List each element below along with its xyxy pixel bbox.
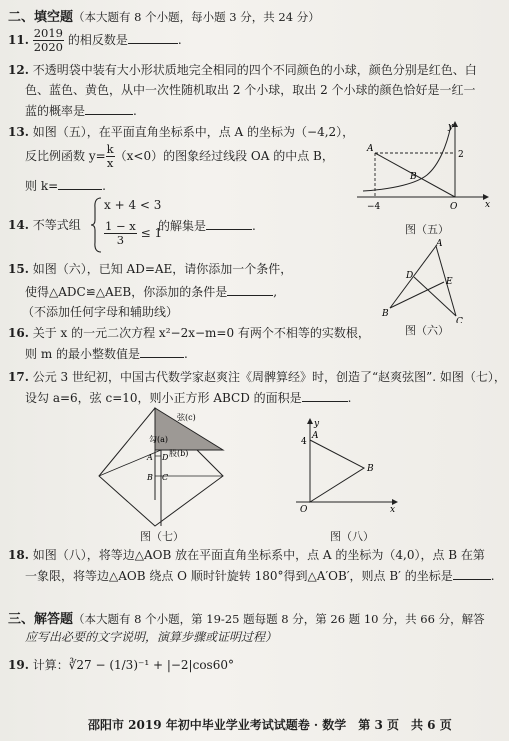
question-12-line-3: 蓝的概率是 . [25, 104, 137, 118]
question-17-line-2: 设勾 a=6，弦 c=10，则小正方形 ABCD 的面积是 . [25, 391, 352, 405]
question-15 [8, 262, 292, 276]
y-axis-arrow [307, 418, 313, 424]
section-note: （本大题有 8 个小题，第 19-25 题每题 8 分，第 26 题 10 分，共 66 分，解答 [73, 612, 485, 626]
section-title: 二、填空题 [8, 10, 74, 25]
question-number: 15. [8, 262, 29, 276]
segment-BE [390, 282, 444, 308]
question-text: 则 m 的最小整数值是 [25, 347, 141, 361]
question-15-line-2: 使得△ADC≌△AEB，你添加的条件是 , [25, 285, 278, 299]
question-number: 13. [8, 125, 29, 139]
question-19 [8, 658, 234, 672]
question-line: 如图（六），已知 AD=AE，请你添加一个条件， [32, 262, 293, 276]
question-16 [8, 326, 370, 340]
fraction [104, 220, 137, 247]
label-B: B [367, 464, 374, 474]
label-D: D [162, 453, 169, 462]
fraction-denominator: 2020 [33, 40, 63, 54]
label-A: A [367, 144, 374, 154]
fraction [106, 143, 115, 170]
question-text: 则 k= [25, 179, 59, 193]
tick-4: 4 [301, 437, 307, 447]
figure-8-caption: 图（八） [330, 530, 374, 543]
section-note-2: 应写出必要的文字说明，演算步骤或证明过程） [25, 630, 278, 644]
answer-blank[interactable] [302, 390, 348, 402]
fraction-numerator: 1 − x [105, 219, 136, 233]
figure-6 [380, 238, 470, 323]
question-14 [8, 218, 81, 232]
question-line: 如图（五），在平面直角坐标系中，点 A 的坐标为（−4,2）， [32, 125, 355, 139]
question-13 [8, 125, 354, 139]
label-gu: 股(b) [169, 449, 189, 458]
figure-7 [95, 404, 230, 529]
inequality-rest: ≤ 1 [140, 226, 163, 240]
label-xian: 弦(c) [177, 413, 196, 422]
section-heading [8, 608, 485, 627]
label-gou: 勾(a) [149, 435, 169, 444]
question-number: 16. [8, 326, 29, 340]
answer-blank[interactable] [140, 346, 184, 358]
question-number: 11. [8, 33, 29, 47]
label-A: A [436, 239, 443, 249]
figure-5 [355, 117, 495, 217]
question-text: 不等式组 [32, 218, 81, 232]
label-E: E [446, 277, 453, 287]
question-18 [8, 548, 485, 562]
question-text: 一象限，将等边△AOB 绕点 O 顺时针旋转 180°得到△A′OB′，则点 B′ 的坐标是 [25, 569, 453, 583]
label-C: C [162, 473, 169, 482]
label-O: O [300, 505, 308, 515]
figure-5-caption: 图（五） [405, 223, 449, 236]
question-line: 关于 x 的一元二次方程 x²−2x−m=0 有两个不相等的实数根， [32, 326, 370, 340]
question-number: 17. [8, 370, 29, 384]
fraction-denominator: 3 [116, 233, 125, 247]
page-footer: 邵阳市 2019 年初中毕业学业考试试题卷 · 数学 第 3 页 共 6 页 [88, 718, 452, 732]
section-title: 三、解答题 [8, 612, 74, 627]
question-text: 反比例函数 y= [25, 149, 106, 163]
tick-minus-4: −4 [367, 202, 381, 212]
question-11: 11. $\frac{2019}{2020}$ 的相反数是 . [8, 26, 182, 54]
answer-blank[interactable] [58, 178, 102, 190]
label-B: B [382, 309, 389, 319]
figure-7-caption: 图（七） [140, 530, 184, 543]
label-D: D [406, 271, 414, 281]
label-y: y [448, 122, 454, 132]
answer-blank[interactable] [453, 568, 491, 580]
answer-blank[interactable] [85, 103, 133, 115]
answer-blank[interactable] [227, 284, 273, 296]
question-14-suffix: 的解集是 . [158, 219, 256, 233]
figure-6-caption: 图（六） [405, 324, 449, 337]
system-brace [89, 196, 103, 254]
fraction [33, 27, 64, 54]
question-13-line-3: 则 k= . [25, 179, 106, 193]
question-text: 计算：∛27 − (1/3)⁻¹ + |−2|cos60° [32, 658, 234, 672]
section-note: （本大题有 8 个小题，每小题 3 分，共 24 分） [73, 10, 320, 24]
question-text: 的解集是 [158, 219, 207, 233]
fraction-numerator: 2019 [33, 26, 63, 40]
fraction-denominator: x [106, 156, 114, 170]
answer-blank[interactable] [128, 32, 178, 44]
tick-2: 2 [458, 150, 464, 160]
question-text: 使得△ADC≌△AEB，你添加的条件是 [25, 285, 228, 299]
label-O: O [450, 202, 458, 212]
label-A: A [147, 453, 153, 462]
inequality-1: x + 4 < 3 [104, 198, 162, 212]
question-number: 14. [8, 218, 29, 232]
figure-8 [290, 416, 400, 516]
label-x: x [485, 200, 491, 210]
question-17 [8, 370, 506, 384]
question-16-line-2: 则 m 的最小整数值是 . [25, 347, 188, 361]
question-line: 公元 3 世纪初，中国古代数学家赵爽注《周髀算经》时，创造了“赵爽弦图”. 如图（七）， [32, 370, 506, 384]
label-y: y [314, 419, 320, 429]
label-A: A [312, 431, 319, 441]
triangle-AOB [310, 440, 364, 502]
label-C: C [456, 317, 463, 323]
question-line: 如图（八），将等边△AOB 放在平面直角坐标系中，点 A 的坐标为（4,0），点 B 在第 [32, 548, 485, 562]
hyperbola-curve [363, 125, 451, 191]
fraction-numerator: k [106, 142, 114, 156]
answer-blank[interactable] [206, 218, 252, 230]
question-12 [8, 63, 477, 77]
label-B: B [147, 473, 153, 482]
question-15-line-3: （不添加任何字母和辅助线） [22, 305, 179, 319]
label-x: x [390, 505, 396, 515]
question-text: （x<0）的图象经过线段 OA 的中点 B， [114, 149, 334, 163]
question-18-line-2: 一象限，将等边△AOB 绕点 O 顺时针旋转 180°得到△A′OB′，则点 B′ 的坐标是 . [25, 569, 495, 583]
inequality-2 [104, 220, 162, 247]
question-12-line-2: 色、蓝色、黄色，从中一次性随机取出 2 个小球，取出 2 个小球的颜色恰好是一红一 [25, 83, 476, 97]
question-number: 18. [8, 548, 29, 562]
question-number: 19. [8, 658, 29, 672]
question-line: 蓝的概率是 [25, 104, 86, 118]
label-B: B [410, 172, 417, 182]
question-text: 的相反数是 [67, 33, 128, 47]
question-text: 设勾 a=6，弦 c=10，则小正方形 ABCD 的面积是 [25, 391, 302, 405]
question-number: 12. [8, 63, 29, 77]
section-heading [8, 6, 320, 25]
question-13-line-2 [25, 143, 334, 170]
question-line: 不透明袋中装有大小形状质地完全相同的四个不同颜色的小球，颜色分别是红色、白 [32, 63, 477, 77]
